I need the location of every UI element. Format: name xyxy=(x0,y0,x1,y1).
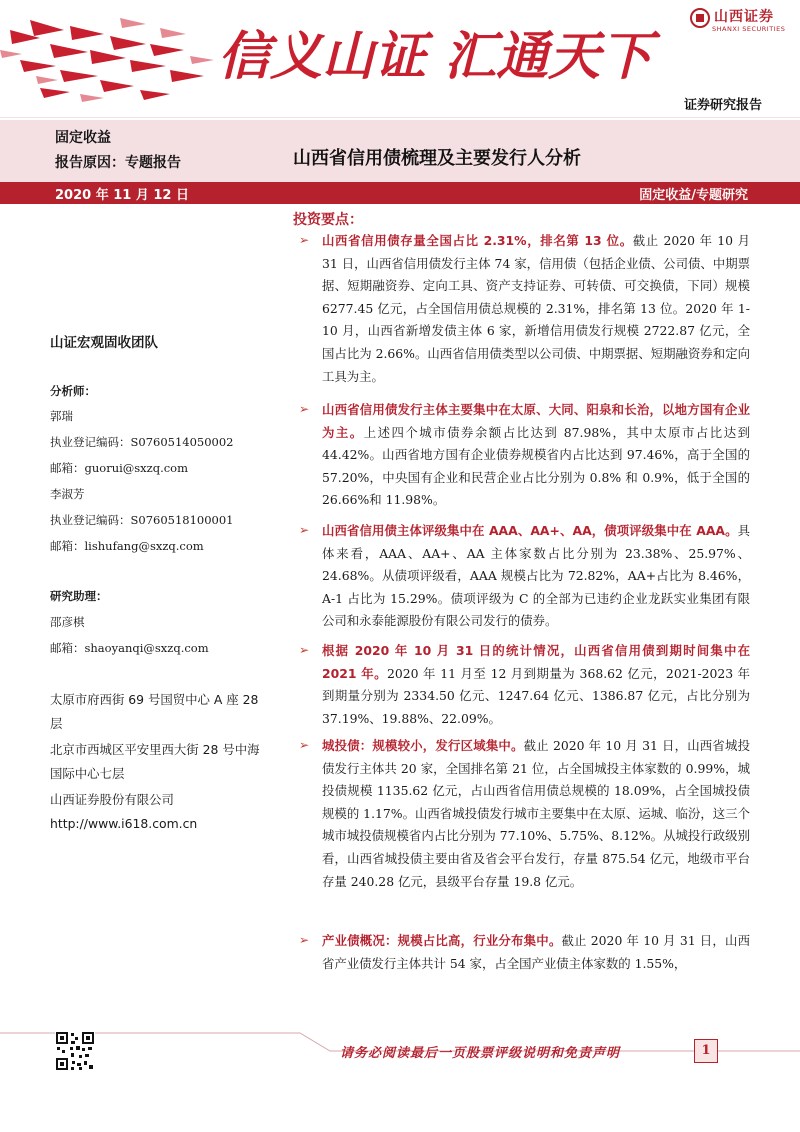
report-category: 固定收益 xyxy=(55,130,111,146)
arrow-bullet-icon: ➢ xyxy=(299,738,310,752)
slogan: 信义山证 汇通天下 xyxy=(218,26,653,87)
qr-code-icon xyxy=(55,1031,95,1071)
analyst-name: 李淑芳 xyxy=(50,487,85,501)
highlight-point xyxy=(322,930,750,975)
report-reason: 报告原因：专题报告 xyxy=(55,155,181,171)
logo-text: 山西证券 xyxy=(714,9,774,25)
point-body: 上述四个城市债券余额占比达到 87.98%，其中太原市占比达到 44.42%。山西省地方国有企业债券规模省内占比达到 97.46%，高于全国的 57.20%，中央国有企业和民营企业占比分别为 0.8% 和 0.9%，低于全国的 26.66%和 11.98%。 xyxy=(322,424,750,508)
arrow-bullet-icon: ➢ xyxy=(299,643,310,657)
assistant-label: 研究助理： xyxy=(50,589,108,603)
reg-label: 执业登记编码： xyxy=(50,435,131,449)
point-body: 截止 2020 年 10 月 31 日，山西省信用债发行主体 74 家，信用债（包括企业债、公司债、中期票据、短期融资券、定向工具、资产支持证券、可转债、可交换债，下同）规模 6277.45 亿元，占全国信用债总规模的 2.31%，排名第 13 位。2020 年 1-10 月，山西省新增发债主体 6 家，新增信用债发行规模 2722.87 亿元，全国占比为 2.66%。山西省信用债类型以公司债、中期票据、短期融资券和定向工具为主。 xyxy=(322,233,750,384)
arrow-bullet-icon: ➢ xyxy=(299,933,310,947)
investment-highlights-heading: 投资要点： xyxy=(293,212,363,228)
point-body: 具体来看，AAA、AA+、AA 主体家数占比分别为 23.38%、25.97%、24.68%。从债项评级看，AAA 规模占比为 72.82%，AA+占比为 8.46%，A-1 占比为 15.29%。债项评级为 C 的全部为已违约企业龙跃实业集团有限公司和永泰能源股份有限公司发行的债券。 xyxy=(322,523,750,629)
highlight-point xyxy=(322,640,750,730)
disclaimer-notice: 请务必阅读最后一页股票评级说明和免责声明 xyxy=(340,1046,621,1061)
reg-code: S0760514050002 xyxy=(130,435,234,449)
analyst-name: 郭瑞 xyxy=(50,409,73,423)
arrow-bullet-icon: ➢ xyxy=(299,402,310,416)
report-date: 2020 年 11 月 12 日 xyxy=(55,188,189,203)
address-taiyuan: 太原市府西街 69 号国贸中心 A 座 28 层 xyxy=(50,692,259,731)
assistant-name: 邵彦棋 xyxy=(50,615,85,629)
email-label: 邮箱： xyxy=(50,539,85,553)
email-link[interactable]: guorui@sxzq.com xyxy=(84,461,189,475)
page-number: 1 xyxy=(694,1039,718,1063)
analyst-reg xyxy=(50,512,234,528)
reg-label: 执业登记编码： xyxy=(50,513,131,527)
highlight-point xyxy=(322,399,750,512)
point-body: 2020 年 11 月至 12 月到期量为 368.62 亿元，2021-2023 年到期量分别为 2334.50 亿元、1247.64 亿元、1386.87 亿元，占比分别为 37.19%、19.88%、22.09%。 xyxy=(322,665,750,726)
arrow-bullet-icon: ➢ xyxy=(299,233,310,247)
team-name: 山证宏观固收团队 xyxy=(50,335,158,351)
point-headline: 根据 2020 年 10 月 31 日的统计情况，山西省信用债到期时间集中在 2021 年。 xyxy=(322,643,750,681)
highlight-point xyxy=(322,230,750,388)
reg-code: S0760518100001 xyxy=(130,513,234,527)
point-body: 截止 2020 年 10 月 31 日，山西省产业债发行主体共计 54 家，占全国产业债主体家数的 1.55%， xyxy=(322,933,751,971)
point-headline: 产业债概况：规模占比高，行业分布集中。 xyxy=(322,933,562,948)
email-link[interactable]: lishufang@sxzq.com xyxy=(84,539,204,553)
analyst-label: 分析师： xyxy=(50,384,96,398)
email-label: 邮箱： xyxy=(50,641,85,655)
point-headline: 山西省信用债存量全国占比 2.31%，排名第 13 位。 xyxy=(322,233,633,248)
website-link[interactable]: http://www.i618.com.cn xyxy=(50,816,198,831)
company-name: 山西证券股份有限公司 xyxy=(50,792,174,807)
highlight-point xyxy=(322,520,750,633)
arrow-bullet-icon: ➢ xyxy=(299,523,310,537)
highlight-point xyxy=(322,735,750,893)
email-link[interactable]: shaoyanqi@sxzq.com xyxy=(84,641,209,655)
point-body: 截止 2020 年 10 月 31 日，山西省城投债发行主体共 20 家，全国排名第 21 位，占全国城投主体家数的 0.99%，城投债规模 1135.62 亿元，占山西省信用债总规模的 18.09%，占全国城投债规模的 1.17%。山西省城投债发行城市主要集中在太原、运城、临汾，这三个城市城投债规模省内占比分别为 77.10%、5.75%、8.12%。从城投行政级别看，山西省城投债主要由省及省会平台发行，存量 875.54 亿元，地级市平台存量 240.28 亿元，县级平台存量 19.8 亿元。 xyxy=(322,738,750,889)
point-headline: 山西省信用债发行主体主要集中在太原、大同、阳泉和长治，以地方国有企业为主。 xyxy=(322,402,750,440)
point-headline: 山西省信用债主体评级集中在 AAA、AA+、AA，债项评级集中在 AAA。 xyxy=(322,523,738,538)
analyst-reg xyxy=(50,434,234,450)
assistant-email xyxy=(50,640,209,656)
point-headline: 城投债：规模较小，发行区域集中。 xyxy=(322,738,524,753)
logo-icon xyxy=(690,8,710,28)
header-banner xyxy=(0,0,800,118)
logo-text-en: SHANXI SECURITIES xyxy=(712,25,786,33)
report-section: 固定收益/专题研究 xyxy=(639,188,748,203)
page-title: 山西省信用债梳理及主要发行人分析 xyxy=(293,148,581,169)
email-label: 邮箱： xyxy=(50,461,85,475)
analyst-email xyxy=(50,460,188,476)
report-type-label: 证券研究报告 xyxy=(684,98,763,113)
address-beijing: 北京市西城区平安里西大街 28 号中海国际中心七层 xyxy=(50,742,260,781)
analyst-email xyxy=(50,538,204,554)
